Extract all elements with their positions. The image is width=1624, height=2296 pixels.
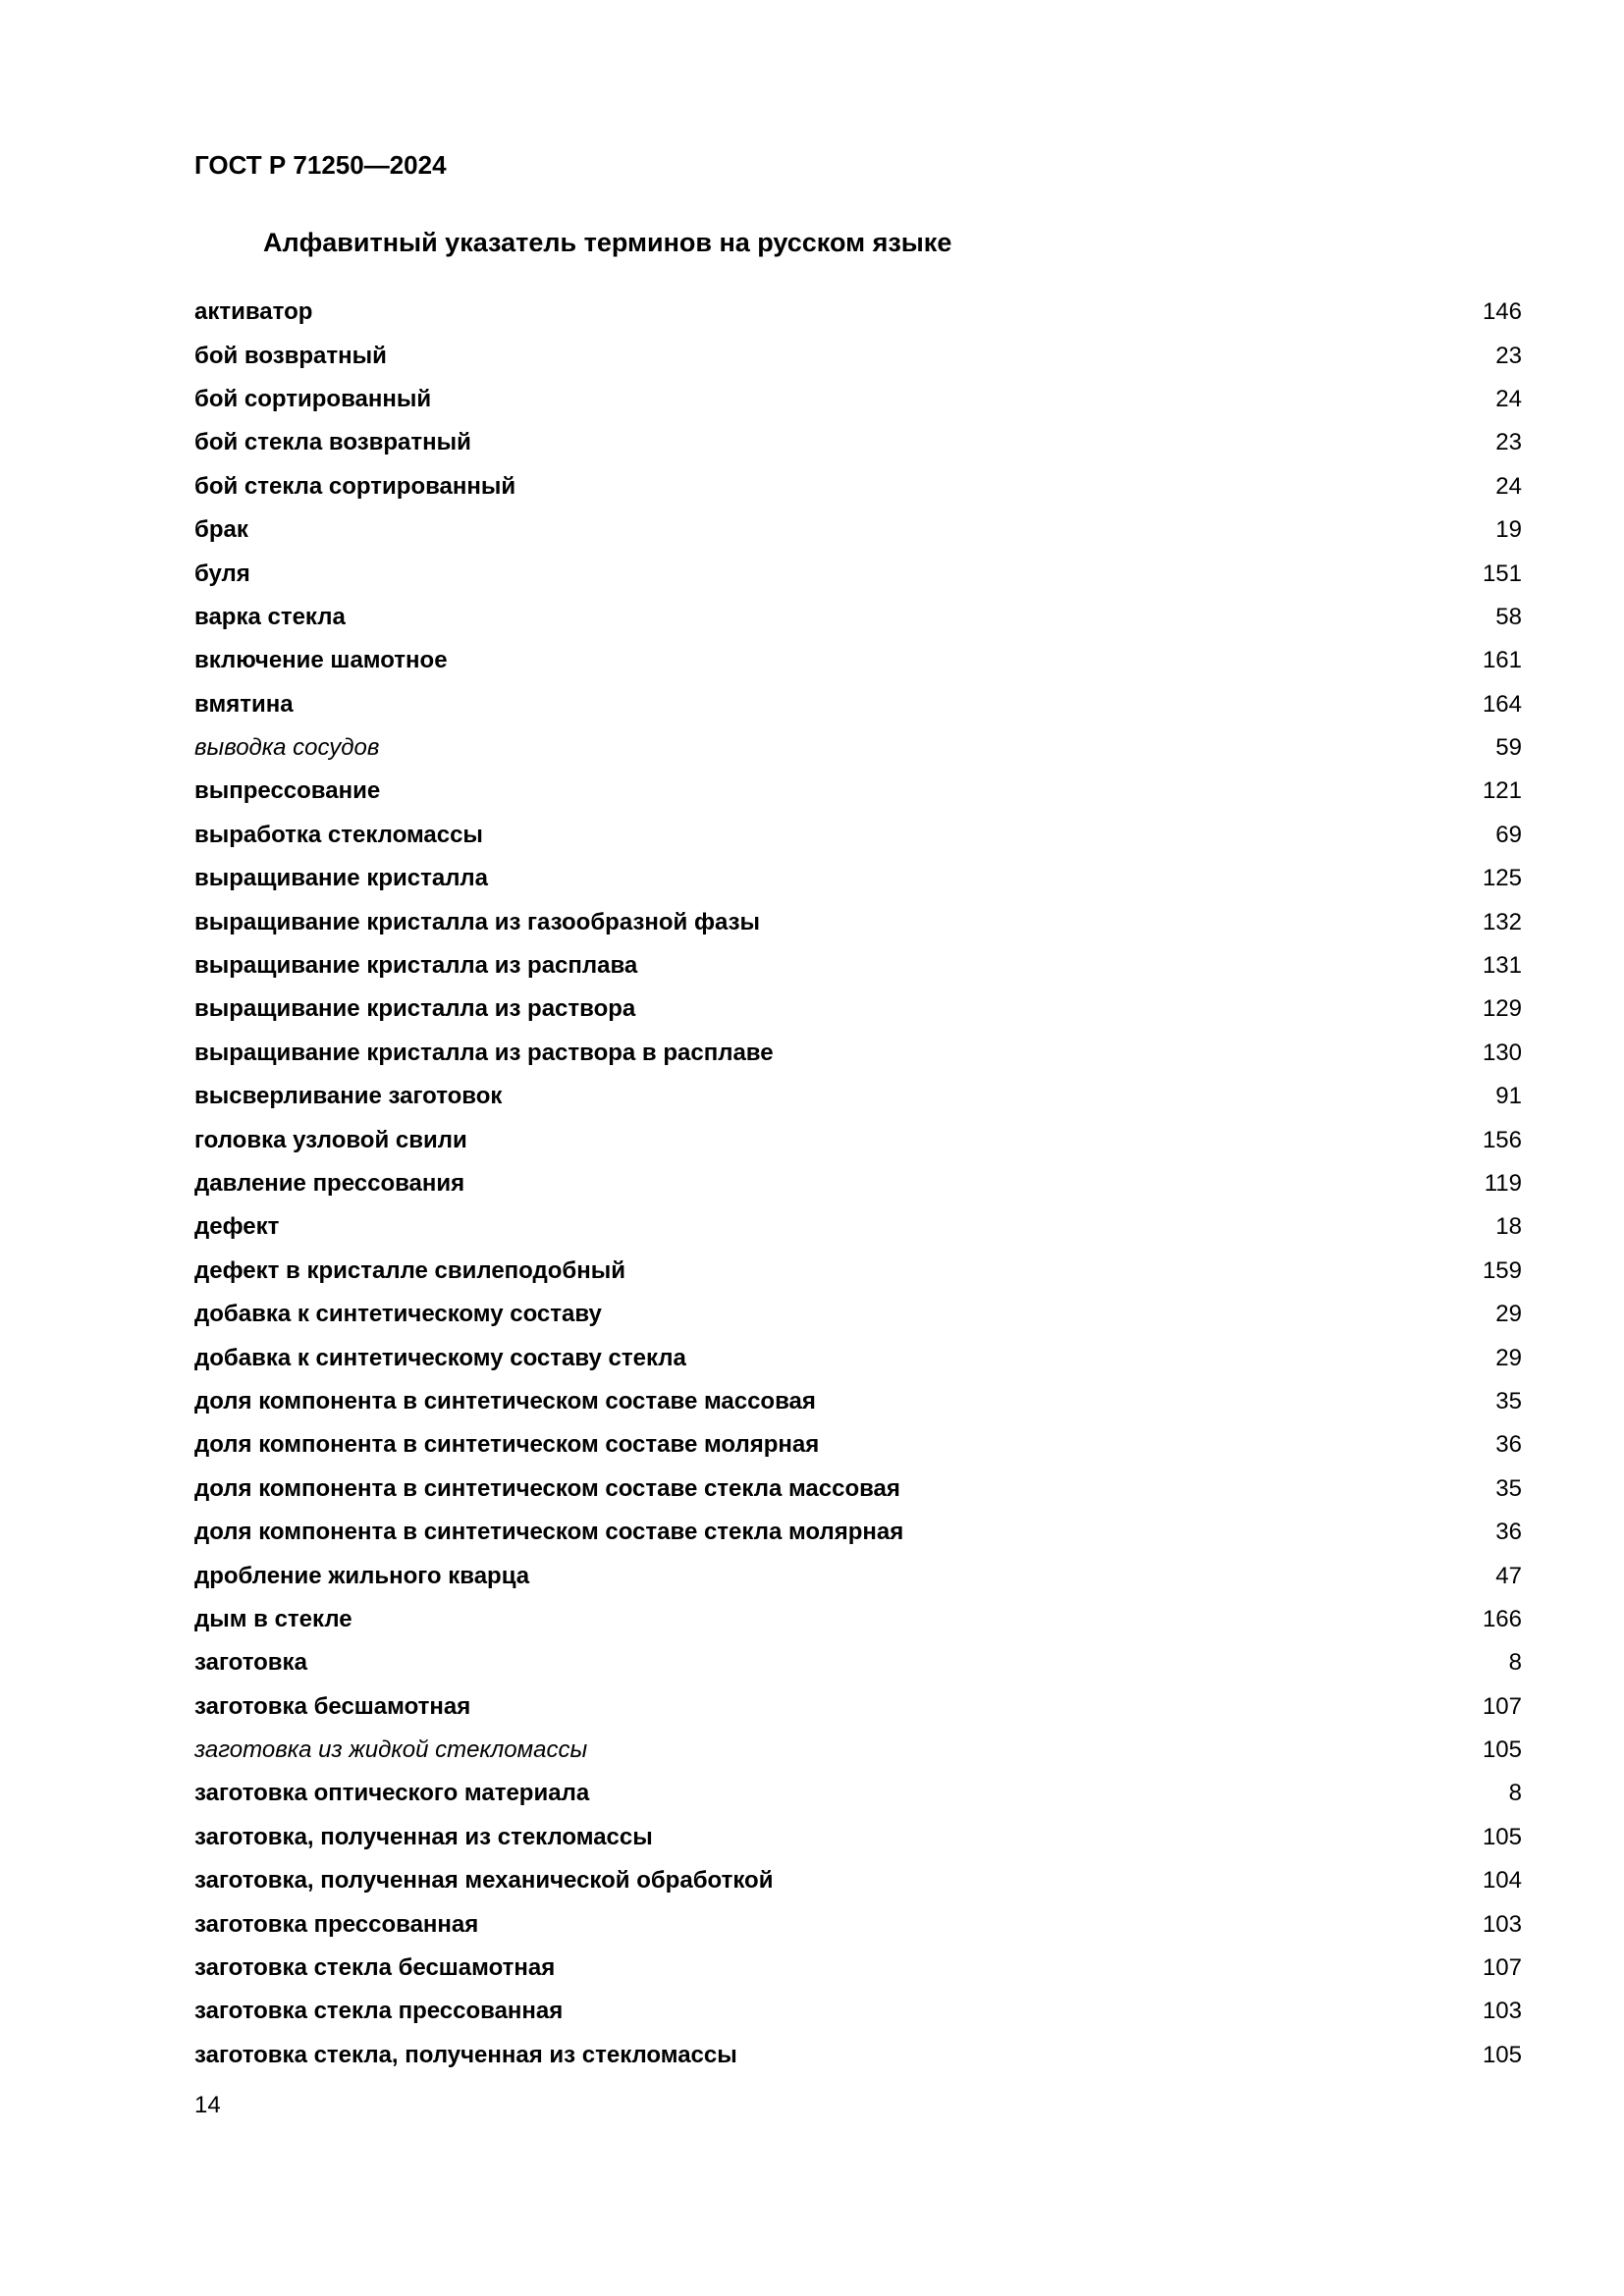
index-entry: [194, 1075, 1522, 1118]
index-page-ref: 164: [1482, 690, 1522, 718]
index-entry: [194, 1118, 1522, 1161]
index-entry: [194, 1990, 1522, 2033]
index-page-ref: 104: [1482, 1867, 1522, 1895]
index-entry: [194, 1947, 1522, 1990]
index-term: дым в стекле: [194, 1605, 352, 1632]
index-page-ref: 23: [1495, 342, 1522, 369]
index-term: бой стекла сортированный: [194, 472, 516, 500]
index-term: выращивание кристалла из расплава: [194, 952, 638, 980]
index-term: дефект: [194, 1213, 280, 1241]
index-term: добавка к синтетическому составу: [194, 1301, 602, 1328]
index-entry: [194, 857, 1522, 900]
index-page-ref: 23: [1495, 429, 1522, 456]
index-entry: [194, 2034, 1522, 2077]
index-entry: [194, 900, 1522, 943]
index-entry: [194, 1598, 1522, 1641]
index-page-ref: 151: [1482, 560, 1522, 587]
index-term: заготовка прессованная: [194, 1910, 479, 1938]
index-term: заготовка, полученная механической обработкой: [194, 1867, 774, 1895]
index-term: вмятина: [194, 690, 294, 718]
index-page-ref: 24: [1495, 472, 1522, 500]
index-page-ref: 125: [1482, 865, 1522, 892]
index-page-ref: 19: [1495, 516, 1522, 544]
index-page-ref: 166: [1482, 1605, 1522, 1632]
index-page-ref: 18: [1495, 1213, 1522, 1241]
index-title: Алфавитный указатель терминов на русском языке: [263, 228, 952, 257]
index-entry: [194, 1859, 1522, 1902]
index-term: бой возвратный: [194, 342, 387, 369]
index-page-ref: 132: [1482, 908, 1522, 935]
index-page-ref: 105: [1482, 1823, 1522, 1850]
index-term: доля компонента в синтетическом составе стекла молярная: [194, 1519, 904, 1546]
index-entry: [194, 1380, 1522, 1423]
index-entry: [194, 770, 1522, 813]
index-entry: [194, 639, 1522, 682]
index-entry: [194, 334, 1522, 377]
index-page-ref: 146: [1482, 298, 1522, 326]
index-page-ref: 129: [1482, 995, 1522, 1023]
index-entry: [194, 508, 1522, 552]
page-number: 14: [194, 2092, 221, 2118]
index-entry: [194, 1685, 1522, 1729]
index-page-ref: 107: [1482, 1954, 1522, 1982]
index-page-ref: 35: [1495, 1387, 1522, 1415]
index-entry: [194, 291, 1522, 334]
index-entry: [194, 726, 1522, 770]
index-page-ref: 59: [1495, 734, 1522, 762]
index-page-ref: 24: [1495, 385, 1522, 412]
index-entry: [194, 378, 1522, 421]
index-page-ref: 29: [1495, 1344, 1522, 1371]
index-term: заготовка, полученная из стекломассы: [194, 1823, 653, 1850]
index-term: давление прессования: [194, 1170, 465, 1197]
index-term: головка узловой свили: [194, 1126, 467, 1153]
index-page-ref: 91: [1495, 1083, 1522, 1110]
index-term: заготовка стекла, полученная из стекломассы: [194, 2041, 737, 2068]
index-entry: [194, 1772, 1522, 1815]
index-entry: [194, 1162, 1522, 1205]
index-entry: [194, 1205, 1522, 1249]
index-entry: [194, 1293, 1522, 1336]
index-term: заготовка оптического материала: [194, 1780, 590, 1807]
index-page-ref: 58: [1495, 603, 1522, 630]
index-entry: [194, 814, 1522, 857]
index-term: выпрессование: [194, 777, 381, 805]
index-entry: [194, 1729, 1522, 1772]
index-entry: [194, 683, 1522, 726]
index-entry: [194, 596, 1522, 639]
index-entry: [194, 1511, 1522, 1554]
index-term: варка стекла: [194, 603, 346, 630]
index-term: брак: [194, 516, 248, 544]
index-page-ref: 103: [1482, 1998, 1522, 2025]
index-term: дефект в кристалле свилеподобный: [194, 1256, 625, 1284]
index-page-ref: 161: [1482, 647, 1522, 674]
index-term: бой сортированный: [194, 385, 432, 412]
index-term: активатор: [194, 298, 313, 326]
index-entry: [194, 1641, 1522, 1684]
index-term: выращивание кристалла из газообразной фазы: [194, 908, 761, 935]
index-entry: [194, 1554, 1522, 1597]
index-page-ref: 105: [1482, 2041, 1522, 2068]
index-term: заготовка из жидкой стекломассы: [194, 1736, 588, 1764]
index-page-ref: 47: [1495, 1562, 1522, 1589]
index-page-ref: 8: [1508, 1649, 1522, 1677]
index-term: включение шамотное: [194, 647, 448, 674]
index-entry: [194, 421, 1522, 464]
index-term: доля компонента в синтетическом составе стекла массовая: [194, 1474, 900, 1502]
index-entry: [194, 1336, 1522, 1379]
index-term: выращивание кристалла из раствора в расплаве: [194, 1039, 774, 1066]
index-entry: [194, 1423, 1522, 1467]
index-entry: [194, 1816, 1522, 1859]
index-entry: [194, 1468, 1522, 1511]
index-entry: [194, 1250, 1522, 1293]
index-term: высверливание заготовок: [194, 1083, 503, 1110]
index-term: заготовка бесшамотная: [194, 1692, 471, 1720]
index-page-ref: 105: [1482, 1736, 1522, 1764]
index-term: добавка к синтетическому составу стекла: [194, 1344, 686, 1371]
index-page-ref: 119: [1484, 1170, 1522, 1197]
index-term: выводка сосудов: [194, 734, 380, 762]
index-page-ref: 130: [1482, 1039, 1522, 1066]
index-term: заготовка стекла бесшамотная: [194, 1954, 556, 1982]
index-page-ref: 131: [1482, 952, 1522, 980]
index-entry: [194, 1032, 1522, 1075]
index-page-ref: 107: [1482, 1692, 1522, 1720]
index-page-ref: 159: [1482, 1256, 1522, 1284]
index-entry: [194, 988, 1522, 1031]
index-term: доля компонента в синтетическом составе молярная: [194, 1431, 820, 1459]
index-term: заготовка: [194, 1649, 307, 1677]
index-term: выращивание кристалла из раствора: [194, 995, 636, 1023]
index-page-ref: 29: [1495, 1301, 1522, 1328]
index-entry: [194, 552, 1522, 595]
index-page-ref: 69: [1495, 821, 1522, 848]
index-page-ref: 156: [1482, 1126, 1522, 1153]
index-entry: [194, 465, 1522, 508]
index-term: бой стекла возвратный: [194, 429, 471, 456]
term-index-list: [194, 291, 1522, 2077]
index-term: буля: [194, 560, 250, 587]
index-term: дробление жильного кварца: [194, 1562, 530, 1589]
index-term: выращивание кристалла: [194, 865, 489, 892]
index-term: выработка стекломассы: [194, 821, 483, 848]
index-page-ref: 35: [1495, 1474, 1522, 1502]
index-page-ref: 121: [1482, 777, 1522, 805]
standard-header: ГОСТ Р 71250—2024: [194, 150, 447, 180]
index-page-ref: 103: [1482, 1910, 1522, 1938]
index-term: доля компонента в синтетическом составе массовая: [194, 1387, 816, 1415]
index-page-ref: 36: [1495, 1431, 1522, 1459]
index-page-ref: 8: [1508, 1780, 1522, 1807]
index-page-ref: 36: [1495, 1519, 1522, 1546]
index-entry: [194, 944, 1522, 988]
index-entry: [194, 1902, 1522, 1946]
index-term: заготовка стекла прессованная: [194, 1998, 564, 2025]
